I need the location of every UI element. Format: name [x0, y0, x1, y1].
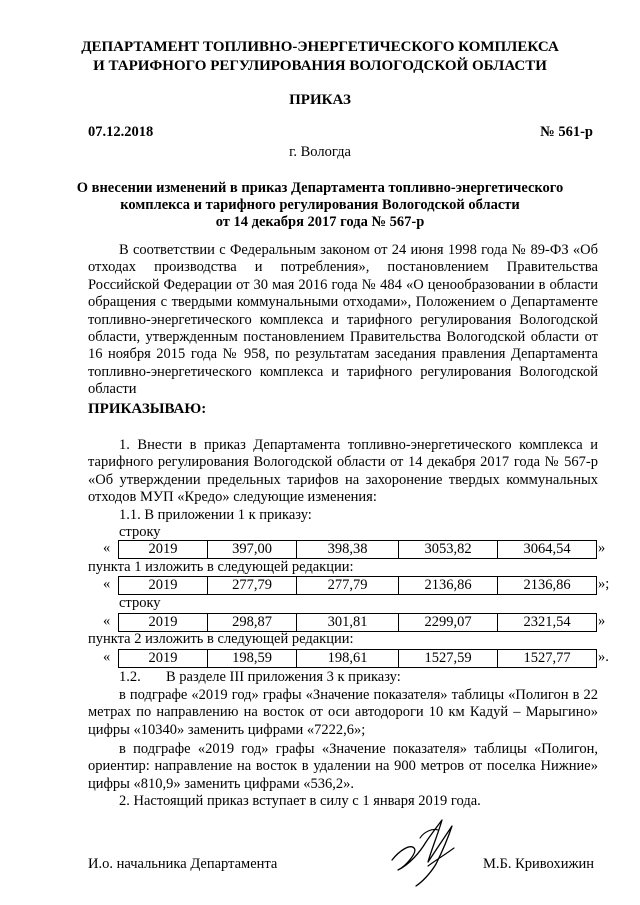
table-cell: 3053,82 — [399, 541, 498, 559]
subject-line1: О внесении изменений в приказ Департамента топливно-энергетического — [76, 180, 564, 196]
table-2-open-quote: « — [103, 576, 111, 592]
preamble: В соответствии с Федеральным законом от 24 июня 1998 года № 89-ФЗ «Об отходах производства и потребления», постановлением Правительства Российской Федерации от 30 мая 2016 года № 484 «О ценообразовании в области обращения с твердыми коммунальными отходами», Положением о Департаменте топливно-энергетического комплекса и тарифного регулирования Вологодской области, утвержденным постановлением Правительства Вологодской области от 16 ноября 2015 года № 958, по результатам заседания правления Департамента топливно-энергетического комплекса и тарифного регулирования Вологодской области — [88, 242, 598, 398]
order-word: ПРИКАЗЫВАЮ: — [88, 401, 207, 417]
table-cell: 198,59 — [208, 650, 297, 668]
table-3 — [118, 613, 597, 632]
subject-line2: комплекса и тарифного регулирования Вологодской области — [120, 197, 520, 213]
sub-item-1: в подграфе «2019 год» графы «Значение показателя» таблицы «Полигон в 22 метрах по направлению на восток от оси автодороги 10 км Кадуй – Марыгино» цифры «10340» заменить цифрами «7222,6»; — [88, 687, 598, 738]
table-cell: 2136,86 — [399, 577, 498, 595]
table-4 — [118, 649, 597, 668]
table-cell: 1527,59 — [399, 650, 498, 668]
table-cell: 2019 — [119, 650, 208, 668]
item-1: 1. Внести в приказ Департамента топливно-энергетического комплекса и тарифного регулирования Вологодской области от 14 декабря 2017 года № 567-р «Об утверждении предельных тарифов на захоронение твердых коммунальных отходов МУП «Кредо» следующие изменения: — [88, 437, 598, 506]
table-cell: 277,79 — [208, 577, 297, 595]
doc-number: № 561-р — [540, 124, 593, 140]
table-1-close-quote: » — [598, 540, 606, 556]
subject-line3: от 14 декабря 2017 года № 567-р — [215, 214, 425, 230]
doc-date: 07.12.2018 — [88, 124, 154, 140]
table-row — [119, 614, 597, 632]
pre-line-1: пункта 1 изложить в следующей редакции: — [88, 559, 354, 575]
item-1-1: 1.1. В приложении 1 к приказу: — [119, 507, 312, 523]
table-cell: 397,00 — [208, 541, 297, 559]
doc-type: ПРИКАЗ — [289, 92, 351, 108]
table-row — [119, 541, 597, 559]
table-4-close-quote: ». — [598, 649, 609, 665]
table-1-open-quote: « — [103, 540, 111, 556]
table-row — [119, 577, 597, 595]
signer-name: М.Б. Кривохижин — [483, 856, 594, 872]
handwritten-signature — [380, 808, 472, 890]
table-3-open-quote: « — [103, 613, 111, 629]
table-cell: 2299,07 — [399, 614, 498, 632]
table-cell: 398,38 — [297, 541, 399, 559]
table-cell: 2019 — [119, 541, 208, 559]
table-3-close-quote: » — [598, 613, 606, 629]
doc-city: г. Вологда — [289, 144, 351, 160]
table-4-open-quote: « — [103, 649, 111, 665]
table-cell: 2019 — [119, 614, 208, 632]
table-cell: 298,87 — [208, 614, 297, 632]
department-header — [0, 38, 640, 76]
table-cell: 2019 — [119, 577, 208, 595]
table-cell: 277,79 — [297, 577, 399, 595]
department-header-line1: ДЕПАРТАМЕНТ ТОПЛИВНО-ЭНЕРГЕТИЧЕСКОГО КОМПЛЕКСА — [81, 39, 559, 55]
table-cell: 301,81 — [297, 614, 399, 632]
item-2: 2. Настоящий приказ вступает в силу с 1 января 2019 года. — [119, 793, 481, 809]
table-2 — [118, 576, 597, 595]
department-header-line2: И ТАРИФНОГО РЕГУЛИРОВАНИЯ ВОЛОГОДСКОЙ ОБЛАСТИ — [93, 58, 547, 74]
table-2-close-quote: »; — [598, 576, 610, 592]
table-1 — [118, 540, 597, 559]
label-row-1: строку — [119, 524, 161, 540]
label-row-2: строку — [119, 595, 161, 611]
table-cell: 2321,54 — [498, 614, 597, 632]
table-cell: 1527,77 — [498, 650, 597, 668]
table-cell: 2136,86 — [498, 577, 597, 595]
doc-subject — [0, 180, 640, 231]
signer-title: И.о. начальника Департамента — [88, 856, 278, 872]
signature-icon — [380, 808, 472, 890]
table-cell: 3064,54 — [498, 541, 597, 559]
item-1-2-number: 1.2. — [119, 669, 141, 685]
sub-item-2: в подграфе «2019 год» графы «Значение показателя» таблицы «Полигон, ориентир: направление на восток в удалении на 900 метров от поселка Нижние» цифры «810,9» заменить цифрами «536,2». — [88, 741, 598, 792]
item-1-2-text: В разделе III приложения 3 к приказу: — [166, 669, 401, 685]
table-cell: 198,61 — [297, 650, 399, 668]
table-row — [119, 650, 597, 668]
pre-line-2: пункта 2 изложить в следующей редакции: — [88, 631, 354, 647]
